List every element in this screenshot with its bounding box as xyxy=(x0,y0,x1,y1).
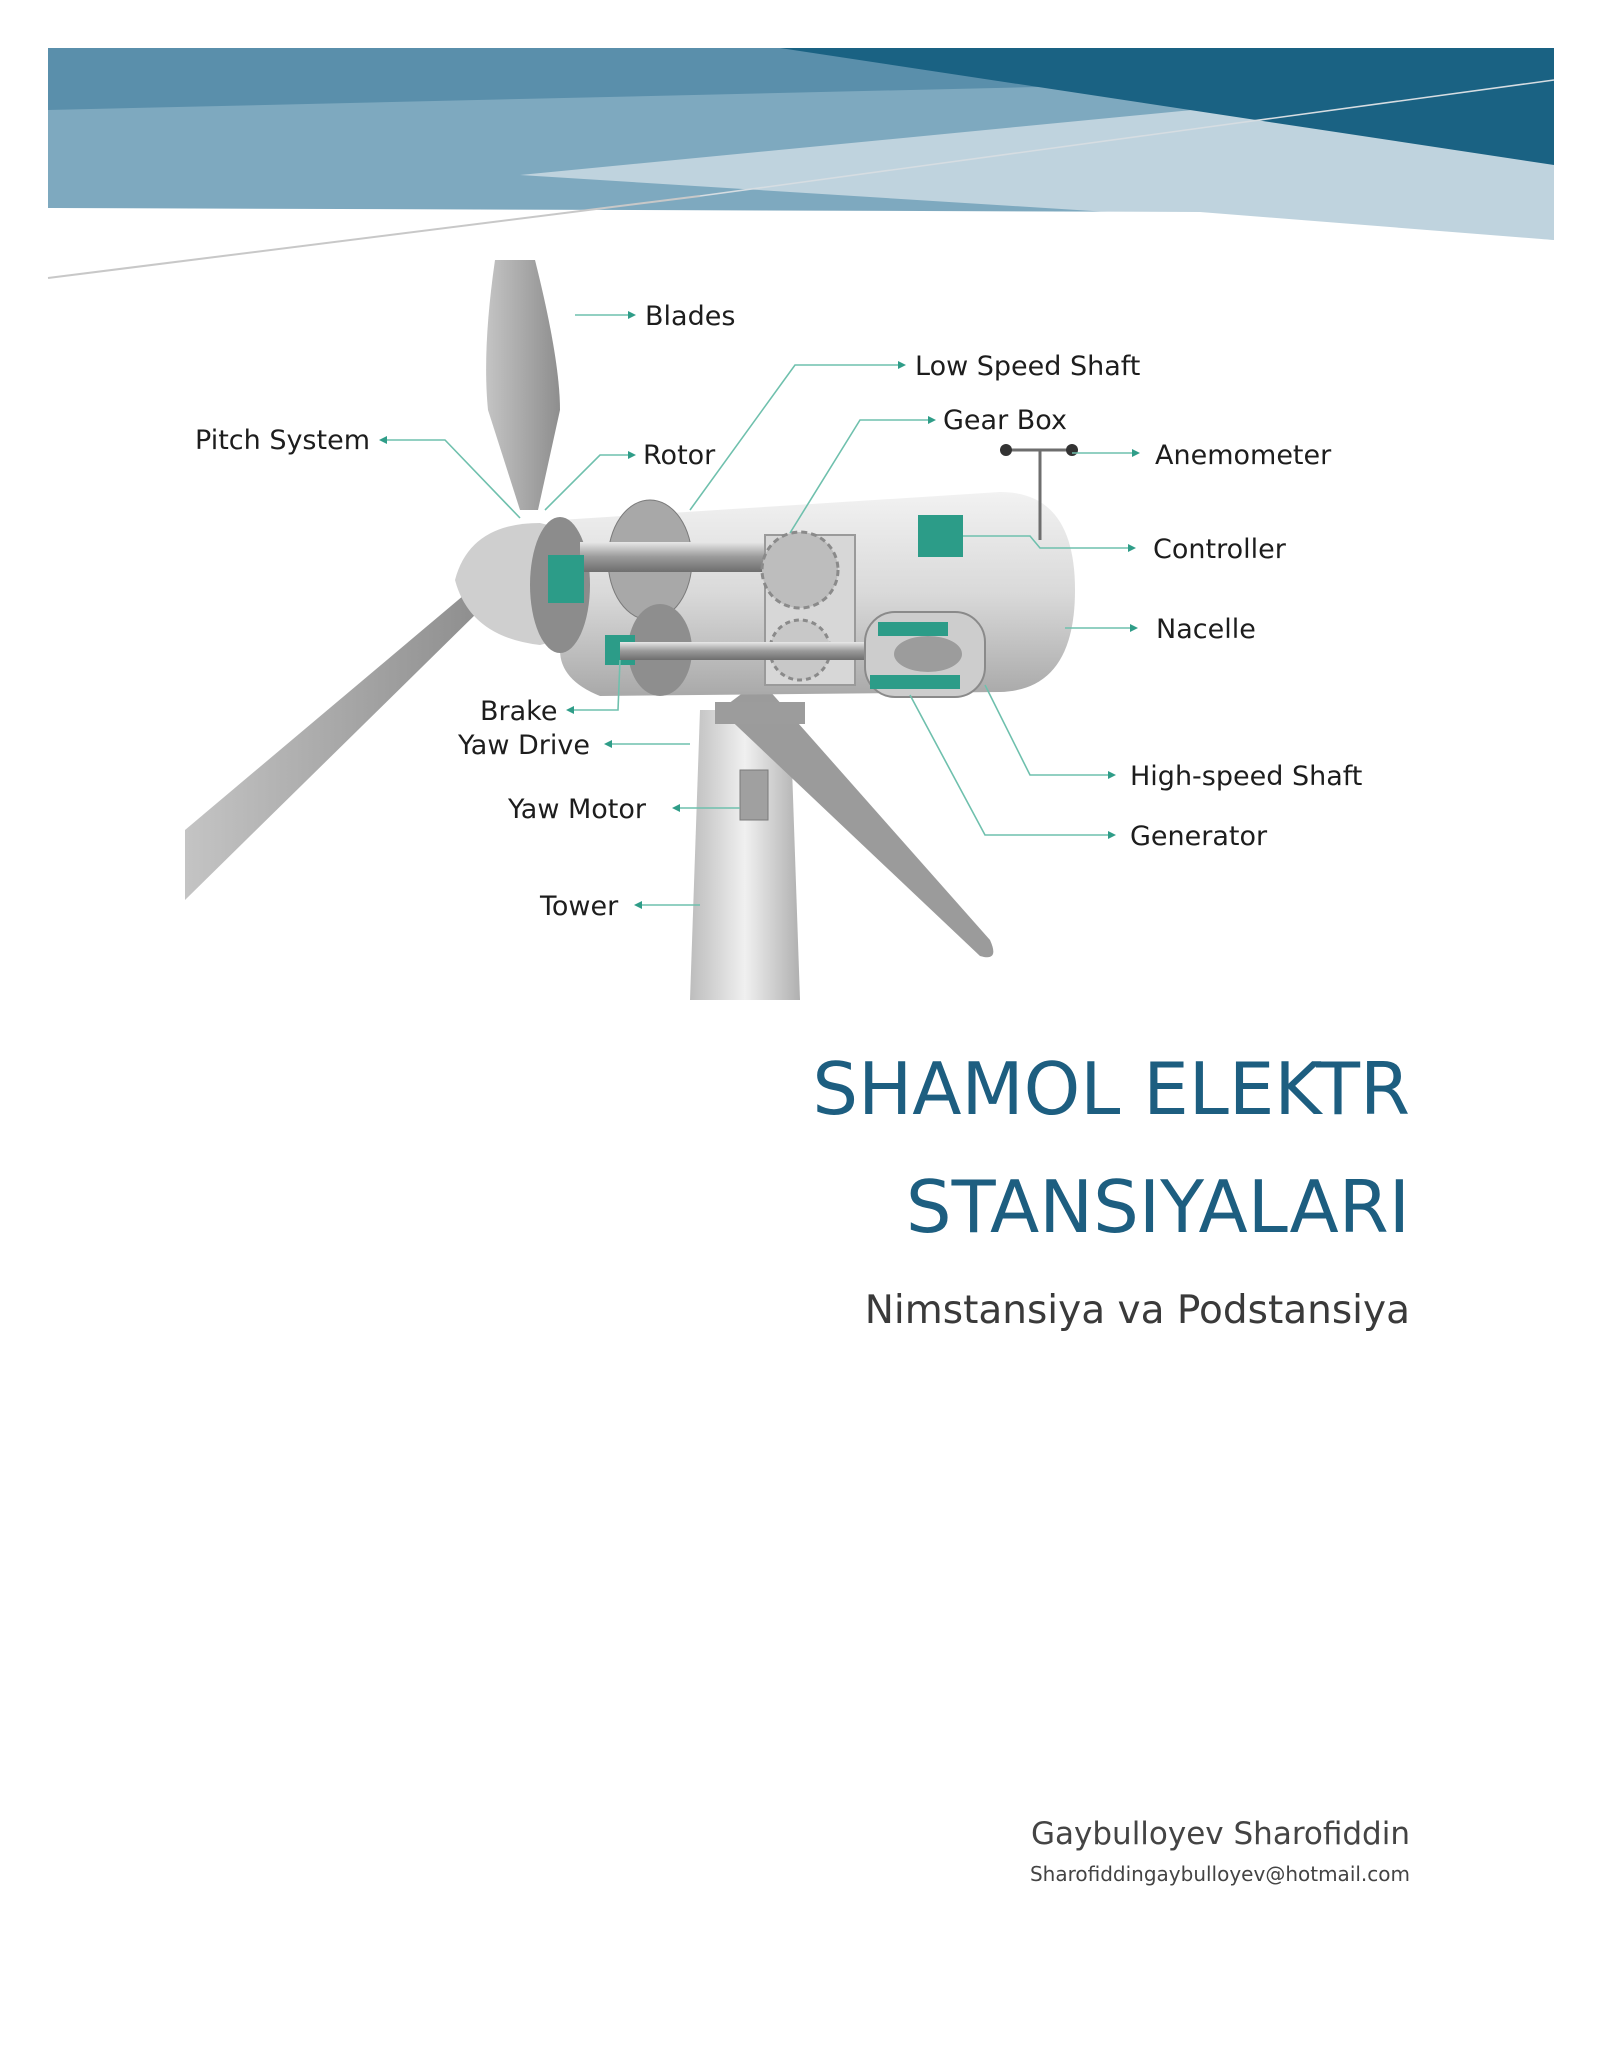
title-line-2: STANSIYALARI xyxy=(905,1165,1410,1249)
yaw-drive-ring xyxy=(715,702,805,724)
label-gear-box: Gear Box xyxy=(943,405,1067,436)
yaw-motor-shape xyxy=(740,770,768,820)
gear-large xyxy=(762,532,838,608)
label-low-speed-shaft: Low Speed Shaft xyxy=(915,351,1141,382)
label-tower: Tower xyxy=(540,891,619,922)
label-generator: Generator xyxy=(1130,821,1268,852)
label-nacelle: Nacelle xyxy=(1156,614,1256,645)
document-subtitle: Nimstansiya va Podstansiya xyxy=(864,1288,1410,1333)
pitch-box xyxy=(548,555,584,603)
label-rotor: Rotor xyxy=(643,440,716,471)
generator-coil-bottom xyxy=(870,675,960,689)
label-yaw-motor: Yaw Motor xyxy=(508,794,647,825)
generator-rotor xyxy=(894,636,962,672)
anemometer-cup-left xyxy=(1000,444,1012,456)
blade-left xyxy=(185,590,480,900)
title-line-1: SHAMOL ELEKTR xyxy=(812,1047,1410,1131)
low-speed-shaft-shape xyxy=(580,542,780,572)
blade-top xyxy=(486,260,560,510)
anemometer-cup-right xyxy=(1066,444,1078,456)
author-name: Gaybulloyev Sharofiddin xyxy=(1031,1816,1410,1852)
label-controller: Controller xyxy=(1153,534,1286,565)
wind-turbine-diagram xyxy=(0,240,1600,1020)
document-title xyxy=(590,1030,1410,1266)
generator-coil-top xyxy=(878,622,948,636)
author-email: Sharofiddingaybulloyev@hotmail.com xyxy=(1029,1862,1410,1886)
label-high-speed-shaft: High-speed Shaft xyxy=(1130,761,1363,792)
label-pitch-system: Pitch System xyxy=(195,425,370,456)
label-blades: Blades xyxy=(645,301,736,332)
label-anemometer: Anemometer xyxy=(1155,440,1332,471)
label-yaw-drive: Yaw Drive xyxy=(458,730,590,761)
label-brake: Brake xyxy=(480,696,558,727)
controller-box xyxy=(918,515,963,557)
